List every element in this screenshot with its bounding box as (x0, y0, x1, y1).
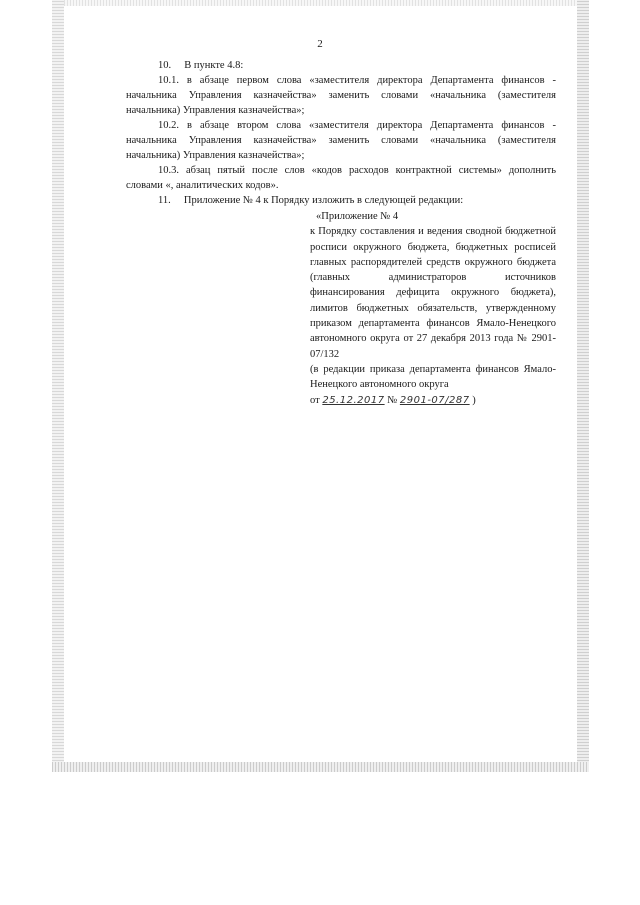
appendix-date-line (310, 393, 556, 408)
number-prefix: № (387, 394, 398, 406)
item-text: Приложение № 4 к Порядку изложить в следующей редакции: (183, 195, 464, 206)
document-body (126, 58, 556, 208)
item-text: абзац пятый после слов «кодов расходов контрактной системы» дополнить словами «, аналитических кодов». (126, 165, 556, 191)
page-number: 2 (317, 38, 323, 50)
item-text: в абзаце первом слова «заместителя директора Департамента финансов - начальника Управления казначейства» заменить словами «начальника (заместителя начальника) Управления казначейства»; (126, 75, 556, 116)
appendix-edition: (в редакции приказа департамента финансов Ямало-Ненецкого автономного округа (310, 363, 556, 391)
appendix-block (310, 209, 556, 408)
item-number: 11. (158, 195, 171, 206)
item-10-1 (126, 73, 556, 118)
date-prefix: от (310, 394, 320, 406)
item-11 (126, 193, 556, 208)
item-text: В пункте 4.8: (184, 60, 244, 71)
closing-paren: ) (472, 394, 476, 406)
handwritten-number: 2901-07/287 (399, 394, 470, 406)
item-number: 10.1. (158, 75, 179, 86)
scan-edge-left (52, 0, 64, 770)
item-10-2 (126, 118, 556, 163)
item-number: 10. (158, 60, 172, 71)
scan-edge-bottom (52, 762, 589, 772)
item-number: 10.2. (158, 120, 179, 131)
item-text: в абзаце втором слова «заместителя директора Департамента финансов - начальника Управления казначейства» заменить словами «начальника (заместителя начальника) Управления казначейства»; (126, 120, 557, 161)
item-10 (126, 58, 556, 73)
scan-edge-top (52, 0, 589, 6)
item-number: 10.3. (158, 165, 179, 176)
handwritten-date: 25.12.2017 (322, 394, 385, 406)
item-10-3 (126, 163, 556, 193)
scan-edge-right (577, 0, 589, 770)
appendix-description: к Порядку составления и ведения сводной бюджетной росписи окружного бюджета, бюджетных росписей главных распорядителей средств окружного бюджета (главных администраторов источников финансирования дефицита окружного бюджета), лимитов бюджетных обязательств, утвержденному приказом департамента финансов Ямало-Ненецкого автономного округа от 27 декабря 2013 года № 2901-07/132 (310, 226, 556, 360)
appendix-title: «Приложение № 4 (316, 211, 399, 222)
